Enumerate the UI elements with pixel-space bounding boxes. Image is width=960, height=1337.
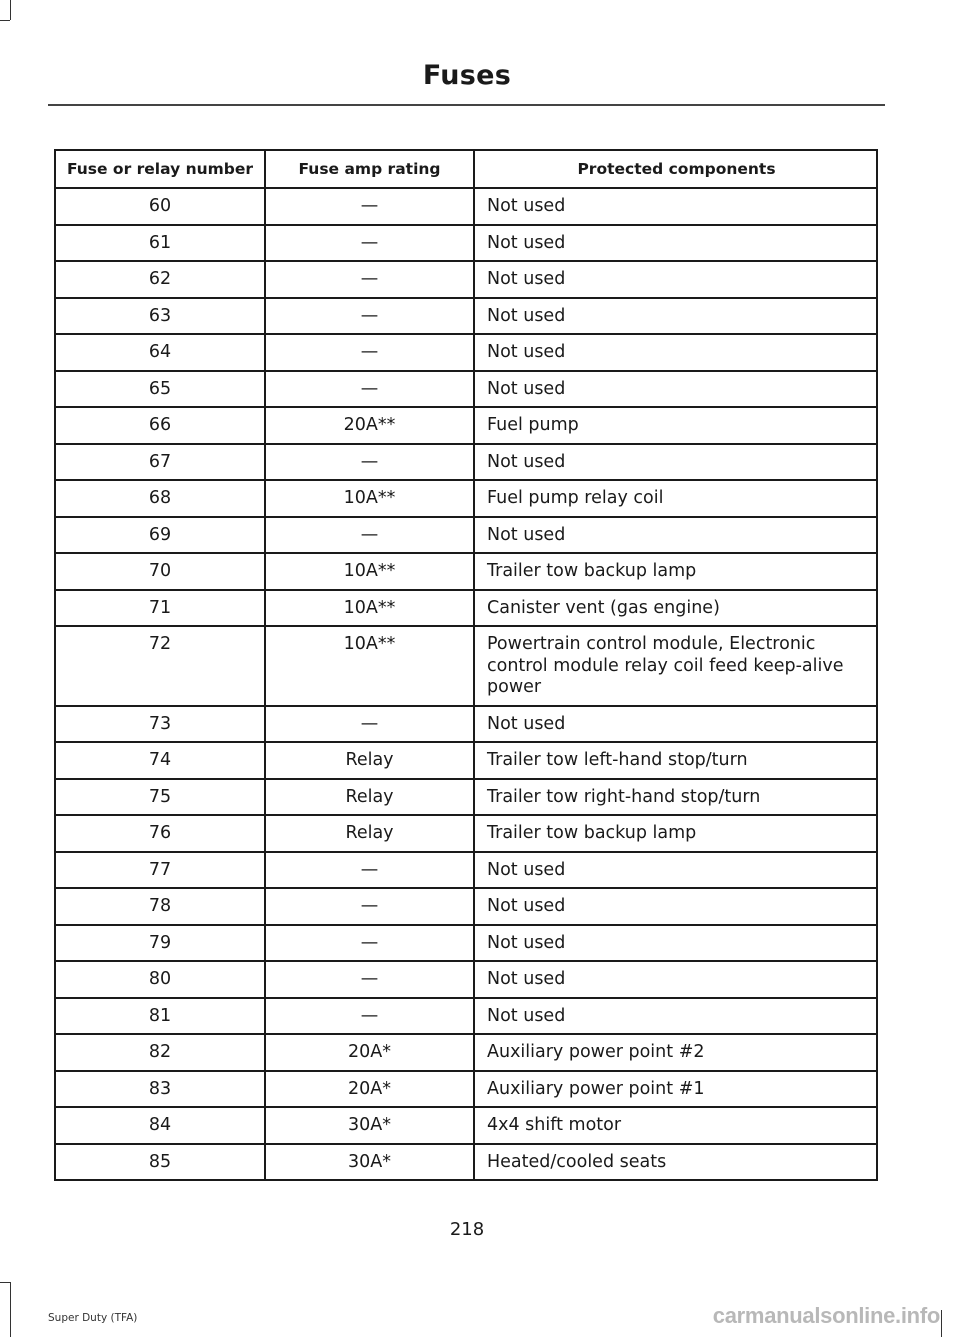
cell-amp-rating: — [265,444,474,481]
cell-protected-components: Not used [474,998,877,1035]
cell-fuse-number: 83 [55,1071,265,1108]
cell-amp-rating: — [265,998,474,1035]
cell-amp-rating: — [265,371,474,408]
cell-protected-components: Canister vent (gas engine) [474,590,877,627]
cell-protected-components: Not used [474,706,877,743]
cell-amp-rating: — [265,261,474,298]
crop-mark [941,1310,942,1337]
cell-amp-rating: — [265,517,474,554]
cell-fuse-number: 62 [55,261,265,298]
table-row [55,371,877,408]
table-row [55,1107,877,1144]
cell-amp-rating: 20A* [265,1071,474,1108]
cell-protected-components: Not used [474,371,877,408]
cell-amp-rating: — [265,706,474,743]
table-row [55,706,877,743]
page-title: Fuses [422,60,512,91]
cell-amp-rating: — [265,925,474,962]
table-row [55,742,877,779]
cell-protected-components: Not used [474,852,877,889]
cell-amp-rating: 30A* [265,1144,474,1181]
table-row [55,444,877,481]
cell-protected-components: Not used [474,444,877,481]
cell-protected-components: Not used [474,961,877,998]
table-row [55,480,877,517]
cell-protected-components: Not used [474,888,877,925]
cell-protected-components: Powertrain control module, Electronic control module relay coil feed keep-alive power [474,626,877,706]
cell-fuse-number: 67 [55,444,265,481]
cell-protected-components: Not used [474,261,877,298]
fuse-table [54,149,878,1181]
cell-fuse-number: 68 [55,480,265,517]
cell-protected-components: Trailer tow right-hand stop/turn [474,779,877,816]
cell-amp-rating: — [265,188,474,225]
table-row [55,998,877,1035]
page-number: 218 [449,1219,485,1240]
cell-fuse-number: 66 [55,407,265,444]
cell-protected-components: Not used [474,517,877,554]
cell-protected-components: Not used [474,334,877,371]
cell-fuse-number: 77 [55,852,265,889]
cell-amp-rating: 10A** [265,626,474,706]
cell-protected-components: 4x4 shift motor [474,1107,877,1144]
cell-protected-components: Not used [474,188,877,225]
cell-amp-rating: Relay [265,779,474,816]
crop-mark [0,20,10,21]
cell-amp-rating: — [265,888,474,925]
cell-amp-rating: 30A* [265,1107,474,1144]
column-header-protected-components: Protected components [474,150,877,188]
cell-amp-rating: — [265,334,474,371]
cell-amp-rating: — [265,298,474,335]
cell-fuse-number: 85 [55,1144,265,1181]
table-row [55,407,877,444]
table-row [55,334,877,371]
table-row [55,590,877,627]
table-row [55,517,877,554]
table-header-row [55,150,877,188]
cell-amp-rating: Relay [265,815,474,852]
crop-mark [10,0,11,20]
cell-fuse-number: 80 [55,961,265,998]
cell-protected-components: Trailer tow backup lamp [474,553,877,590]
cell-fuse-number: 69 [55,517,265,554]
cell-protected-components: Fuel pump [474,407,877,444]
cell-protected-components: Trailer tow backup lamp [474,815,877,852]
cell-fuse-number: 76 [55,815,265,852]
cell-protected-components: Heated/cooled seats [474,1144,877,1181]
cell-amp-rating: — [265,225,474,262]
footer-model: Super Duty (TFA) [48,1312,138,1324]
cell-fuse-number: 82 [55,1034,265,1071]
cell-fuse-number: 72 [55,626,265,706]
cell-fuse-number: 71 [55,590,265,627]
cell-fuse-number: 84 [55,1107,265,1144]
cell-amp-rating: 10A** [265,590,474,627]
table-row [55,779,877,816]
cell-fuse-number: 73 [55,706,265,743]
table-body [55,188,877,1180]
table-row [55,815,877,852]
cell-protected-components: Not used [474,225,877,262]
cell-fuse-number: 63 [55,298,265,335]
cell-fuse-number: 61 [55,225,265,262]
table-row [55,225,877,262]
cell-amp-rating: 10A** [265,480,474,517]
cell-amp-rating: — [265,852,474,889]
crop-mark [0,1282,10,1283]
table-row [55,852,877,889]
cell-fuse-number: 65 [55,371,265,408]
watermark: carmanualsonline.info [712,1303,940,1328]
cell-protected-components: Not used [474,925,877,962]
cell-amp-rating: — [265,961,474,998]
cell-fuse-number: 60 [55,188,265,225]
cell-fuse-number: 81 [55,998,265,1035]
cell-protected-components: Auxiliary power point #2 [474,1034,877,1071]
crop-mark [10,1282,11,1337]
cell-fuse-number: 64 [55,334,265,371]
cell-protected-components: Trailer tow left-hand stop/turn [474,742,877,779]
column-header-amp-rating: Fuse amp rating [265,150,474,188]
table-row [55,261,877,298]
cell-protected-components: Auxiliary power point #1 [474,1071,877,1108]
cell-amp-rating: 10A** [265,553,474,590]
cell-fuse-number: 78 [55,888,265,925]
title-divider [48,104,885,106]
cell-protected-components: Fuel pump relay coil [474,480,877,517]
table-row [55,961,877,998]
table-row [55,626,877,706]
cell-fuse-number: 74 [55,742,265,779]
cell-protected-components: Not used [474,298,877,335]
table-row [55,1071,877,1108]
cell-amp-rating: 20A** [265,407,474,444]
table-row [55,925,877,962]
table-row [55,1034,877,1071]
cell-fuse-number: 79 [55,925,265,962]
table-row [55,188,877,225]
cell-fuse-number: 75 [55,779,265,816]
table-row [55,553,877,590]
cell-amp-rating: 20A* [265,1034,474,1071]
table-row [55,888,877,925]
cell-amp-rating: Relay [265,742,474,779]
table-row [55,1144,877,1181]
table-row [55,298,877,335]
column-header-fuse-number: Fuse or relay number [55,150,265,188]
cell-fuse-number: 70 [55,553,265,590]
